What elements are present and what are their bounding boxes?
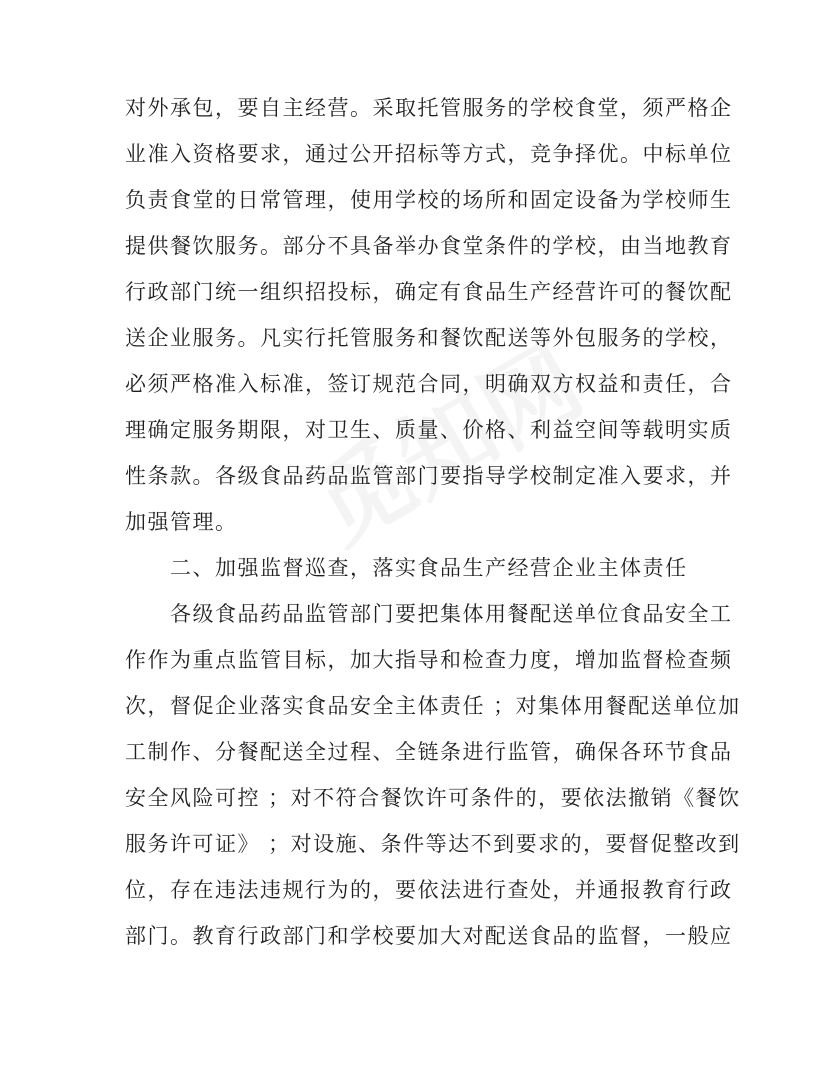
- section-heading: 二、加强监督巡查，落实食品生产经营企业主体责任: [170, 556, 688, 580]
- text-line: 对外承包，要自主经营。采取托管服务的学校食堂，须严格企: [125, 96, 733, 120]
- text-line: 必须严格准入标准，签订规范合同，明确双方权益和责任，合: [125, 372, 733, 396]
- text-line: 加强管理。: [125, 510, 238, 534]
- text-line: 工制作、分餐配送全过程、全链条进行监管，确保各环节食品: [125, 740, 733, 764]
- text-line: 性条款。各级食品药品监管部门要指导学校制定准入要求，并: [125, 464, 733, 488]
- text-line: 安全风险可控 ；对不符合餐饮许可条件的，要依法撤销《餐饮: [125, 786, 741, 810]
- text-line: 次，督促企业落实食品安全主体责任 ；对集体用餐配送单位加: [125, 694, 741, 718]
- text-line: 位，存在违法违规行为的，要依法进行查处，并通报教育行政: [125, 878, 733, 902]
- text-line: 提供餐饮服务。部分不具备举办食堂条件的学校，由当地教育: [125, 234, 733, 258]
- text-line: 行政部门统一组织招投标，确定有食品生产经营许可的餐饮配: [125, 280, 733, 304]
- text-line: 服务许可证》 ；对设施、条件等达不到要求的，要督促整改到: [125, 832, 741, 856]
- text-line: 负责食堂的日常管理，使用学校的场所和固定设备为学校师生: [125, 188, 733, 212]
- text-line: 送企业服务。凡实行托管服务和餐饮配送等外包服务的学校，: [125, 326, 733, 350]
- text-line: 理确定服务期限，对卫生、质量、价格、利益空间等载明实质: [125, 418, 733, 442]
- text-line: 部门。教育行政部门和学校要加大对配送食品的监督，一般应: [125, 924, 733, 948]
- text-line: 业准入资格要求，通过公开招标等方式，竞争择优。中标单位: [125, 142, 733, 166]
- text-line: 作作为重点监管目标，加大指导和检查力度，增加监督检查频: [125, 648, 733, 672]
- text-line: 各级食品药品监管部门要把集体用餐配送单位食品安全工: [170, 602, 733, 626]
